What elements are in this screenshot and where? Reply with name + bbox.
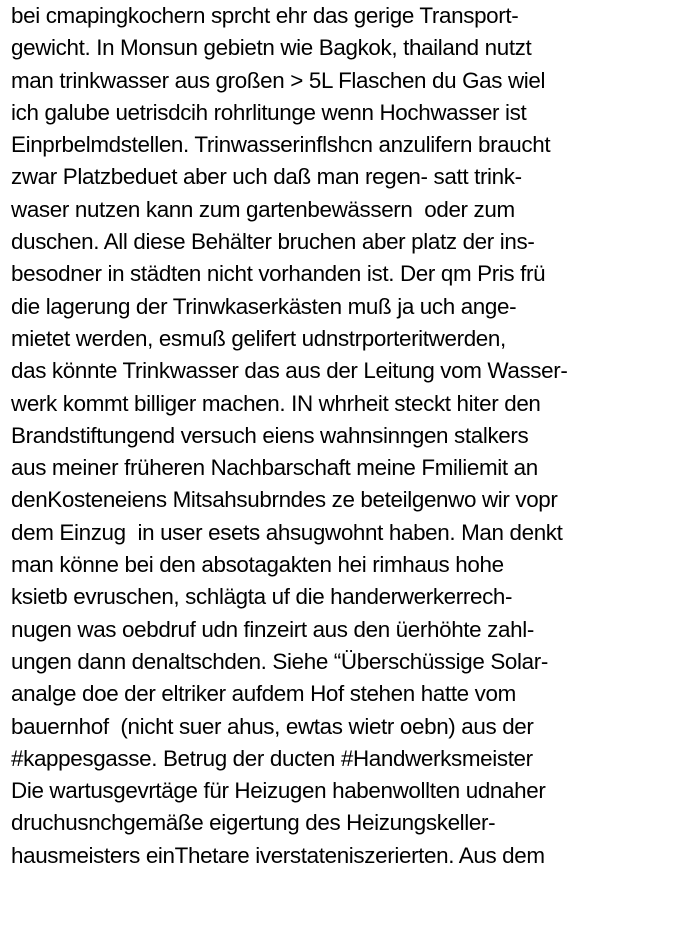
- text-line: ksietb evruschen, schlägta uf die handerwerkerrech-: [11, 584, 513, 610]
- text-line: die lagerung der Trinwkaserkästen muß ja uch ange-: [11, 293, 517, 319]
- text-line: bauernhof (nicht suer ahus, ewtas wietr oebn) aus der: [11, 713, 534, 739]
- text-line: Einprbelmdstellen. Trinwasserinflshcn anzulifern braucht: [11, 132, 551, 158]
- text-line: bei cmapingkochern sprcht ehr das gerige Transport-: [11, 3, 519, 28]
- text-line: Die wartusgevrtäge für Heizugen habenwollten udnaher: [11, 778, 546, 804]
- body-text: [11, 0, 683, 872]
- text-line: analge doe der eltriker aufdem Hof stehen hatte vom: [11, 681, 516, 707]
- text-line: duschen. All diese Behälter bruchen aber platz der ins-: [11, 229, 535, 255]
- text-line: zwar Platzbeduet aber uch daß man regen- satt trink-: [11, 164, 522, 190]
- text-line: ungen dann denaltschden. Siehe “Überschüssige Solar-: [11, 648, 548, 674]
- text-line: gewicht. In Monsun gebietn wie Bagkok, thailand nutzt: [11, 35, 532, 61]
- text-line: ich galube uetrisdcih rohrlitunge wenn Hochwasser ist: [11, 99, 527, 125]
- text-line: das könnte Trinkwasser das aus der Leitung vom Wasser-: [11, 358, 568, 384]
- text-line: #kappesgasse. Betrug der ducten #Handwerksmeister: [11, 745, 533, 771]
- text-line: man trinkwasser aus großen > 5L Flaschen du Gas wiel: [11, 67, 546, 93]
- text-line: mietet werden, esmuß gelifert udnstrporteritwerden,: [11, 325, 506, 351]
- text-line: Brandstiftungend versuch eiens wahnsinngen stalkers: [11, 422, 529, 448]
- text-line: denKosteneiens Mitsahsubrndes ze beteilgenwo wir vopr: [11, 487, 558, 513]
- text-line: aus meiner früheren Nachbarschaft meine Fmiliemit an: [11, 455, 538, 481]
- text-line: besodner in städten nicht vorhanden ist. Der qm Pris frü: [11, 261, 546, 287]
- text-line: nugen was oebdruf udn finzeirt aus den üerhöhte zahl-: [11, 616, 534, 642]
- text-line: hausmeisters einThetare iverstateniszerierten. Aus dem: [11, 842, 545, 868]
- text-line: werk kommt billiger machen. IN whrheit steckt hiter den: [11, 390, 541, 416]
- text-line: druchusnchgemäße eigertung des Heizungskeller-: [11, 810, 496, 836]
- text-line: dem Einzug in user esets ahsugwohnt haben. Man denkt: [11, 519, 563, 545]
- text-line: waser nutzen kann zum gartenbewässern oder zum: [11, 196, 515, 222]
- text-line: man könne bei den absotagakten hei rimhaus hohe: [11, 552, 504, 578]
